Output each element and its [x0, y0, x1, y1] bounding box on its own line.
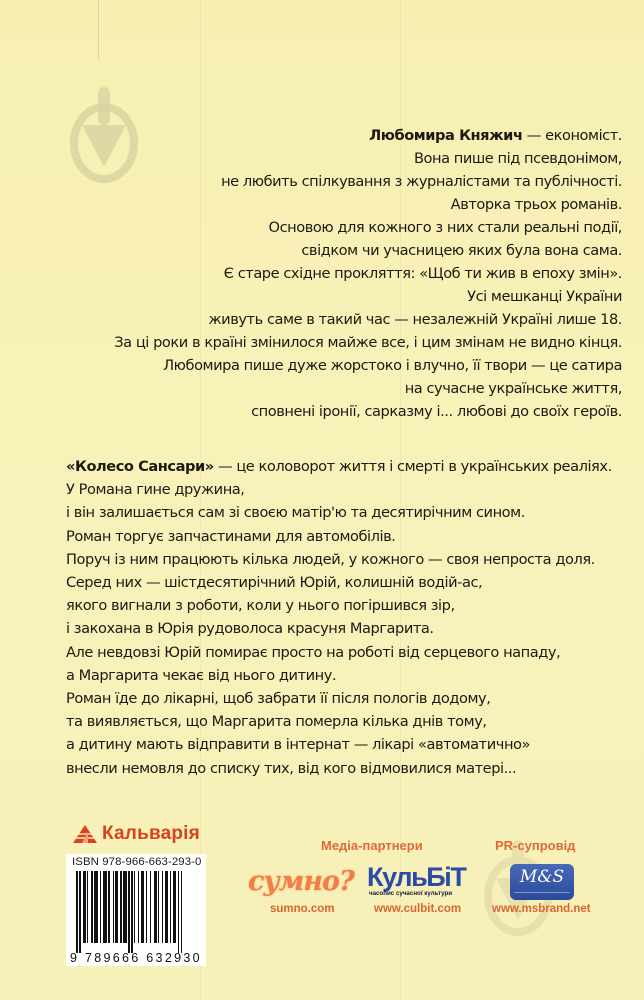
book-synopsis	[66, 455, 626, 780]
publisher-logo	[72, 823, 200, 845]
author-bio-line: живуть саме в такий час — незалежній Україні лише 18.	[208, 311, 622, 328]
author-bio-line: Любомира Княжич — економіст.	[369, 127, 622, 144]
ms-brand-logo	[510, 864, 574, 900]
triangle-logo-icon	[72, 824, 98, 844]
author-bio-line: Вона пише під псевдонімом,	[413, 150, 622, 167]
culbit-url: www.culbit.com	[374, 903, 462, 915]
author-bio-line: Авторка трьох романів.	[450, 196, 622, 213]
culbit-subtitle: часопис сучасної культури	[369, 890, 453, 897]
ms-brand-url: www.msbrand.net	[492, 903, 591, 915]
synopsis-line: а Маргарита чекає від нього дитину.	[66, 666, 337, 684]
ms-logo-text: M&S	[519, 867, 565, 887]
author-bio-line: Є старе східне прокляття: «Щоб ти жив в епоху змін».	[223, 265, 622, 282]
author-bio-line: За ці роки в країні змінилося майже все, і цим змінам не видно кінця.	[114, 334, 622, 351]
author-bio-line: свідком чи учасницею яких була вона сама.	[301, 242, 622, 259]
sumno-logo: сумно?	[248, 866, 354, 897]
culbit-logo: КульБіТ	[367, 862, 466, 892]
synopsis-line: «Колесо Сансари» — це коловорот життя і смерті в українських реаліях.	[66, 458, 612, 475]
book-title: «Колесо Сансари»	[66, 458, 214, 475]
barcode-digits: 9 789666 632930	[70, 951, 202, 965]
author-bio-line: Усі мешканці України	[467, 288, 622, 305]
synopsis-line: У Романа гине дружина,	[66, 481, 245, 499]
publisher-name: Кальварія	[102, 823, 200, 844]
synopsis-line: та виявляється, що Маргарита померла кілька днів тому,	[66, 713, 487, 731]
author-bio-line: сповнені іронії, сарказму і... любові до своїх героїв.	[251, 403, 622, 420]
media-partners-label: Медіа-партнери	[321, 838, 423, 853]
author-bio-line: на сучасне українське життя,	[404, 380, 622, 397]
isbn-label: ISBN 978-966-663-293-0	[72, 856, 202, 868]
synopsis-line: і він залишається сам зі своєю матір'ю та десятирічним сином.	[66, 504, 525, 522]
synopsis-line: Серед них — шістдесятирічний Юрій, колишній водій-ас,	[66, 574, 483, 592]
synopsis-line: Роман їде до лікарні, щоб забрати її після пологів додому,	[66, 690, 491, 708]
synopsis-line: якого вигнали з роботи, коли у нього погіршився зір,	[66, 597, 455, 615]
synopsis-line: Але невдовзі Юрій помирає просто на роботі від серцевого нападу,	[66, 643, 561, 661]
ms-logo-tagline	[514, 892, 570, 897]
synopsis-line: а дитину мають відправити в інтернат — лікарі «автоматично»	[66, 736, 530, 754]
synopsis-line: Поруч із ним працюють кілька людей, у кожного — своя непроста доля.	[66, 550, 595, 568]
author-bio	[62, 124, 622, 423]
isbn-barcode	[66, 854, 206, 966]
author-name: Любомира Княжич	[369, 127, 523, 144]
synopsis-line: внесли немовля до списку тих, від кого відмовилися матері...	[66, 759, 517, 777]
sumno-url: sumno.com	[270, 903, 335, 915]
author-bio-line: Основою для кожного з них стали реальні події,	[268, 219, 622, 236]
synopsis-line: і закохана в Юрія рудоволоса красуня Маргарита.	[66, 620, 434, 638]
paper-crease	[98, 0, 99, 60]
synopsis-line: Роман торгує запчастинами для автомобілів.	[66, 527, 396, 545]
pr-support-label: PR-супровід	[495, 838, 576, 853]
author-bio-line: не любить спілкування з журналістами та публічності.	[221, 173, 622, 190]
barcode-bars	[76, 871, 202, 953]
author-bio-line: Любомира пише дуже жорстоко і влучно, її твори — це сатира	[163, 357, 622, 374]
